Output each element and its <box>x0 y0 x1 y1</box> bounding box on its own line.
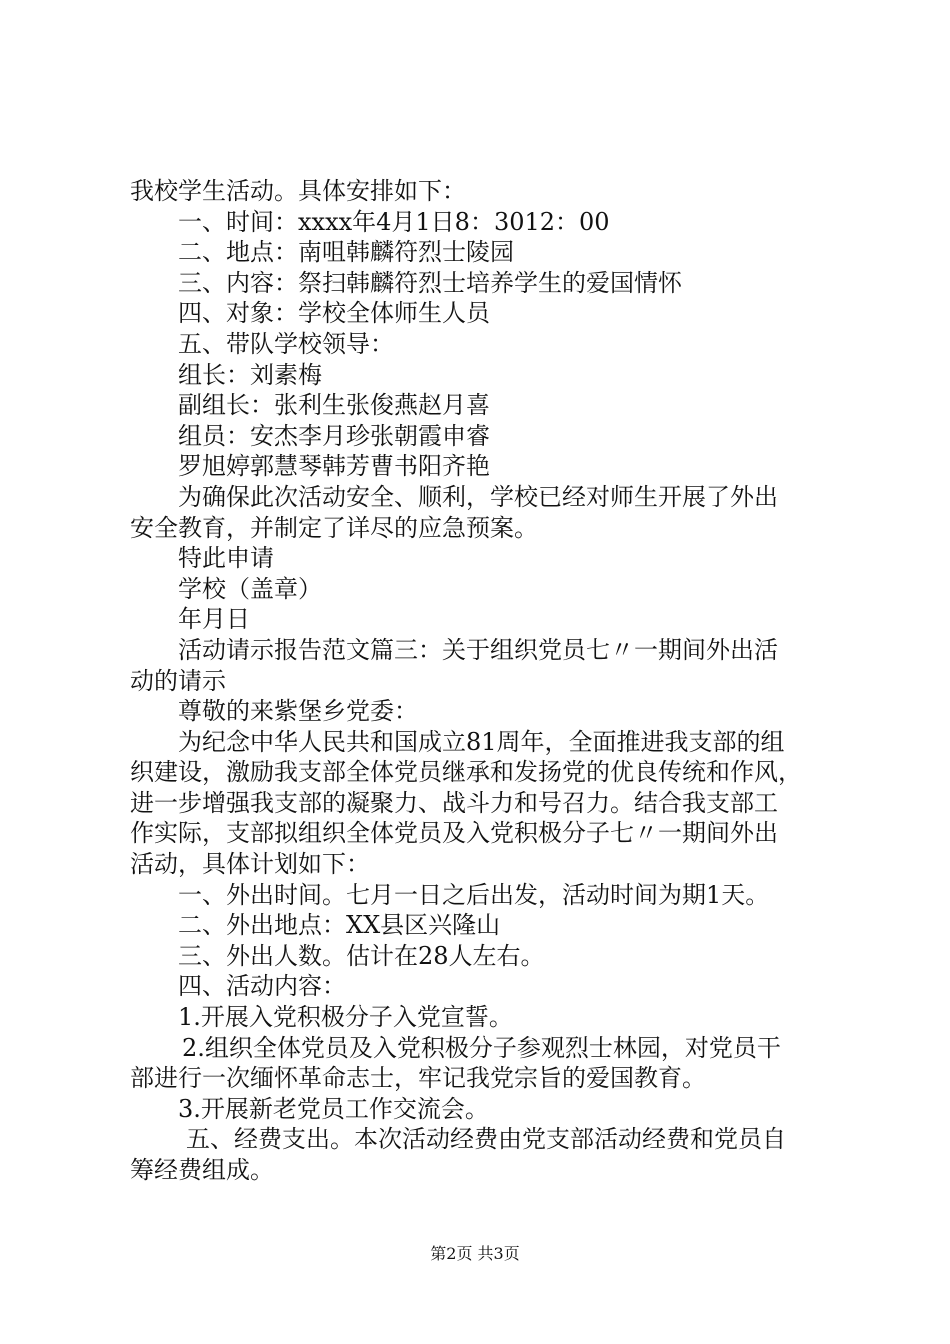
text-line: 部进行一次缅怀革命志士，牢记我党宗旨的爱国教育。 <box>130 1064 706 1093</box>
text-line: 四、活动内容： <box>178 972 346 1001</box>
text-line: 年月日 <box>178 605 250 634</box>
text-line: 特此申请 <box>178 544 274 573</box>
text-line: 尊敬的来紫堡乡党委： <box>178 697 418 726</box>
text-line: 织建设，激励我支部全体党员继承和发扬党的优良传统和作风， <box>130 758 802 787</box>
text-line: 安全教育，并制定了详尽的应急预案。 <box>130 513 538 542</box>
text-line: 动的请示 <box>130 666 226 695</box>
text-line: 一、外出时间。七月一日之后出发，活动时间为期1天。 <box>178 880 770 909</box>
text-line: 学校（盖章） <box>178 574 322 603</box>
text-line: 我校学生活动。具体安排如下： <box>130 177 466 205</box>
text-line: 二、地点：南咀韩麟符烈士陵园 <box>178 238 514 267</box>
text-line: 五、经费支出。本次活动经费由党支部活动经费和党员自 <box>186 1125 786 1154</box>
text-line: 副组长：张利生张俊燕赵月喜 <box>178 391 490 420</box>
text-line: 为确保此次活动安全、顺利，学校已经对师生开展了外出 <box>178 482 778 511</box>
text-line: 筹经费组成。 <box>130 1156 274 1184</box>
page-number: 第2页 共3页 <box>430 1244 520 1263</box>
document-body <box>130 176 840 1186</box>
text-line: 五、带队学校领导： <box>178 329 394 358</box>
text-line: 进一步增强我支部的凝聚力、战斗力和号召力。结合我支部工 <box>130 788 778 817</box>
text-line: 作实际，支部拟组织全体党员及入党积极分子七〃一期间外出 <box>130 819 778 848</box>
text-line: 组员：安杰李月珍张朝霞申睿 <box>178 421 490 450</box>
text-line: 三、外出人数。估计在28人左右。 <box>178 941 545 970</box>
text-line: 活动，具体计划如下： <box>130 850 370 879</box>
text-line: 组长：刘素梅 <box>178 360 322 389</box>
text-line: 一、时间：xxxx年4月1日8：3012：00 <box>178 207 610 236</box>
text-line: 二、外出地点：XX县区兴隆山 <box>178 911 501 940</box>
text-line: 活动请示报告范文篇三：关于组织党员七〃一期间外出活 <box>178 635 778 664</box>
text-line: 2.组织全体党员及入党积极分子参观烈士林园，对党员干 <box>182 1033 781 1062</box>
text-line: 3.开展新老党员工作交流会。 <box>178 1094 489 1123</box>
text-line: 1.开展入党积极分子入党宣誓。 <box>178 1003 513 1032</box>
text-line: 罗旭婷郭慧琴韩芳曹书阳齐艳 <box>178 452 490 481</box>
text-line: 四、对象：学校全体师生人员 <box>178 299 490 328</box>
text-line: 三、内容：祭扫韩麟符烈士培养学生的爱国情怀 <box>178 268 682 297</box>
text-line: 为纪念中华人民共和国成立81周年，全面推进我支部的组 <box>178 727 785 756</box>
